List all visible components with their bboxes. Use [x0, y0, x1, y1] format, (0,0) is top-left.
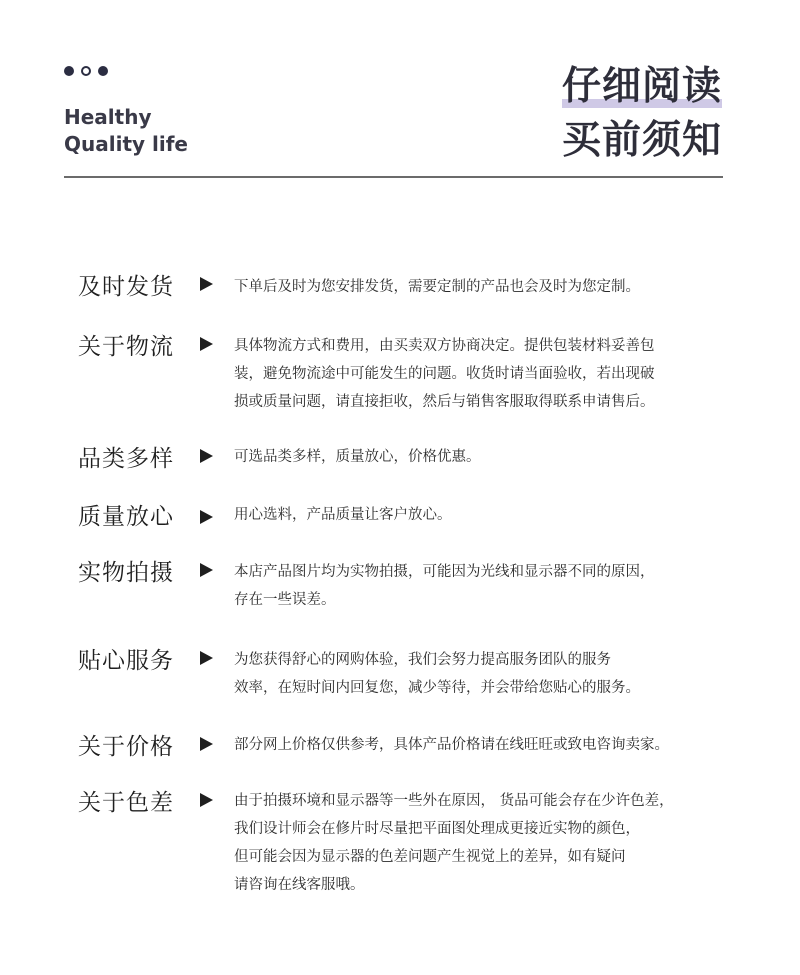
- triangle-arrow-icon: [200, 449, 213, 463]
- notice-text: [234, 273, 734, 301]
- title-line-1-text: 仔细阅读: [561, 64, 722, 109]
- notice-text-line: 由于拍摄环境和显示器等一些外在原因， 货品可能会存在少许色差，: [234, 793, 674, 809]
- notice-label: 关于色差: [78, 790, 174, 816]
- triangle-arrow-icon: [200, 337, 213, 351]
- header-divider: [64, 176, 723, 178]
- notice-text: [234, 731, 734, 759]
- notice-text-line: 可选品类多样，质量放心，价格优惠。: [234, 449, 481, 465]
- notice-text-line: 我们设计师会在修片时尽量把平面图处理成更接近实物的颜色，: [234, 821, 640, 837]
- triangle-arrow-icon: [200, 793, 213, 807]
- page-title: [562, 60, 722, 168]
- title-line-2: 买前须知: [561, 118, 722, 163]
- notice-text-line: 下单后及时为您安排发货，需要定制的产品也会及时为您定制。: [234, 279, 640, 295]
- notice-text: [234, 332, 734, 416]
- notice-text-line: 部分网上价格仅供参考，具体产品价格请在线旺旺或致电咨询卖家。: [234, 737, 669, 753]
- notice-text-line: 装，避免物流途中可能发生的问题。收货时请当面验收，若出现破: [234, 366, 655, 382]
- notice-text-line: 但可能会因为显示器的色差问题产生视觉上的差异，如有疑问: [234, 849, 626, 865]
- notice-label: 关于物流: [78, 334, 174, 360]
- notice-text: [234, 787, 734, 899]
- notice-text: [234, 558, 734, 614]
- notice-text-line: 本店产品图片均为实物拍摄，可能因为光线和显示器不同的原因，: [234, 564, 655, 580]
- notice-text-line: 具体物流方式和费用，由买卖双方协商决定。提供包装材料妥善包: [234, 338, 655, 354]
- notice-text: [234, 443, 734, 471]
- notice-text-line: 请咨询在线客服哦。: [234, 877, 365, 893]
- tagline-line-2: Quality life: [64, 132, 188, 156]
- notice-text-line: 存在一些误差。: [234, 592, 336, 608]
- dot-outline-icon: [81, 66, 91, 76]
- triangle-arrow-icon: [200, 277, 213, 291]
- notice-label: 品类多样: [78, 446, 174, 472]
- notice-label: 贴心服务: [78, 648, 174, 674]
- notice-text: [234, 646, 734, 702]
- notice-label: 关于价格: [78, 734, 174, 760]
- decorative-dots: [64, 66, 108, 76]
- notice-label: 及时发货: [78, 274, 174, 300]
- notice-text-line: 为您获得舒心的网购体验，我们会努力提高服务团队的服务: [234, 652, 611, 668]
- triangle-arrow-icon: [200, 737, 213, 751]
- notice-label: 实物拍摄: [78, 560, 174, 586]
- notice-text: [234, 501, 734, 529]
- notice-label: 质量放心: [78, 504, 174, 530]
- notice-text-line: 效率，在短时间内回复您，减少等待，并会带给您贴心的服务。: [234, 680, 640, 696]
- dot-icon: [98, 66, 108, 76]
- triangle-arrow-icon: [200, 563, 213, 577]
- notice-text-line: 损或质量问题，请直接拒收，然后与销售客服取得联系申请售后。: [234, 394, 655, 410]
- triangle-arrow-icon: [200, 651, 213, 665]
- tagline: [64, 104, 188, 158]
- triangle-arrow-icon: [200, 510, 213, 524]
- notice-text-line: 用心选料，产品质量让客户放心。: [234, 507, 452, 523]
- dot-icon: [64, 66, 74, 76]
- title-line-1: [562, 60, 722, 114]
- tagline-line-1: Healthy: [64, 105, 152, 129]
